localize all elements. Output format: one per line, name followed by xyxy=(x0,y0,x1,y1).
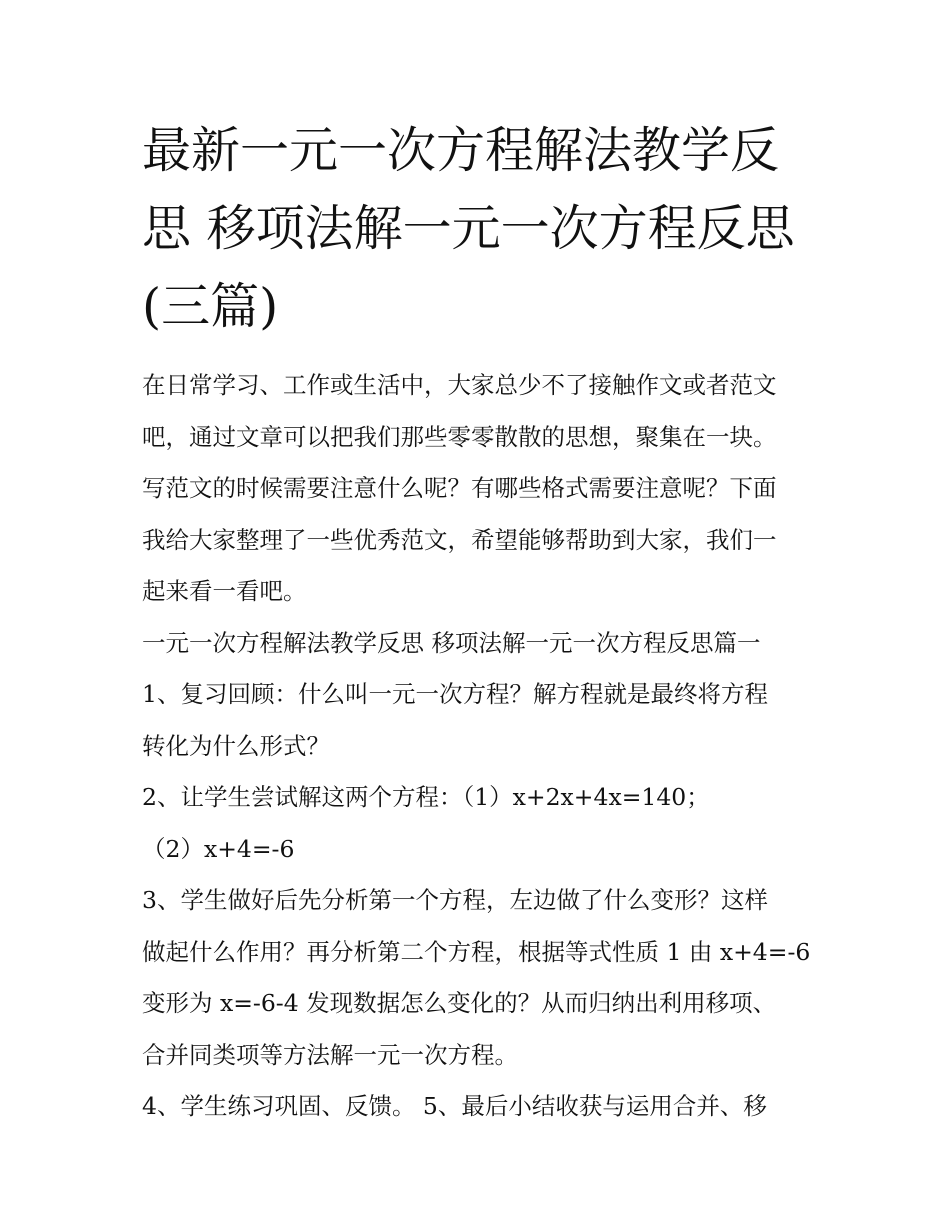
body-line: 变形为 x=-6-4 发现数据怎么变化的？从而归纳出利用移项、 xyxy=(142,989,777,1017)
body-line: 在日常学习、工作或生活中，大家总少不了接触作文或者范文 xyxy=(142,371,777,399)
body-line: 3、学生做好后先分析第一个方程，左边做了什么变形？这样 xyxy=(142,886,768,914)
title-line: 思 移项法解一元一次方程反思 xyxy=(142,200,795,257)
body-line: 1、复习回顾：什么叫一元一次方程？解方程就是最终将方程 xyxy=(142,680,768,708)
body-line: 吧，通过文章可以把我们那些零零散散的思想，聚集在一块。 xyxy=(142,422,777,451)
body-line: 做起什么作用？再分析第二个方程，根据等式性质 1 由 x+4=-6 xyxy=(142,937,811,966)
body-line: 4、学生练习巩固、反馈。 5、最后小结收获与运用合并、移 xyxy=(142,1092,767,1120)
body-line: 转化为什么形式？ xyxy=(142,731,330,760)
body-line: 我给大家整理了一些优秀范文，希望能够帮助到大家，我们一 xyxy=(142,525,777,554)
body-line: （2）x+4=-6 xyxy=(142,834,295,863)
body-line: 写范文的时候需要注意什么呢？有哪些格式需要注意呢？下面 xyxy=(142,474,777,502)
document-page xyxy=(142,112,814,1133)
title-line: (三篇) xyxy=(142,278,279,335)
body-line: 合并同类项等方法解一元一次方程。 xyxy=(142,1040,518,1069)
document-title xyxy=(142,112,814,346)
body-line: 起来看一看吧。 xyxy=(142,577,307,605)
section-heading: 一元一次方程解法教学反思 移项法解一元一次方程反思篇一 xyxy=(142,628,761,657)
body-line: 2、让学生尝试解这两个方程：（1）x+2x+4x=140； xyxy=(142,783,710,811)
document-body xyxy=(142,360,814,1133)
title-line: 最新一元一次方程解法教学反 xyxy=(142,122,780,179)
